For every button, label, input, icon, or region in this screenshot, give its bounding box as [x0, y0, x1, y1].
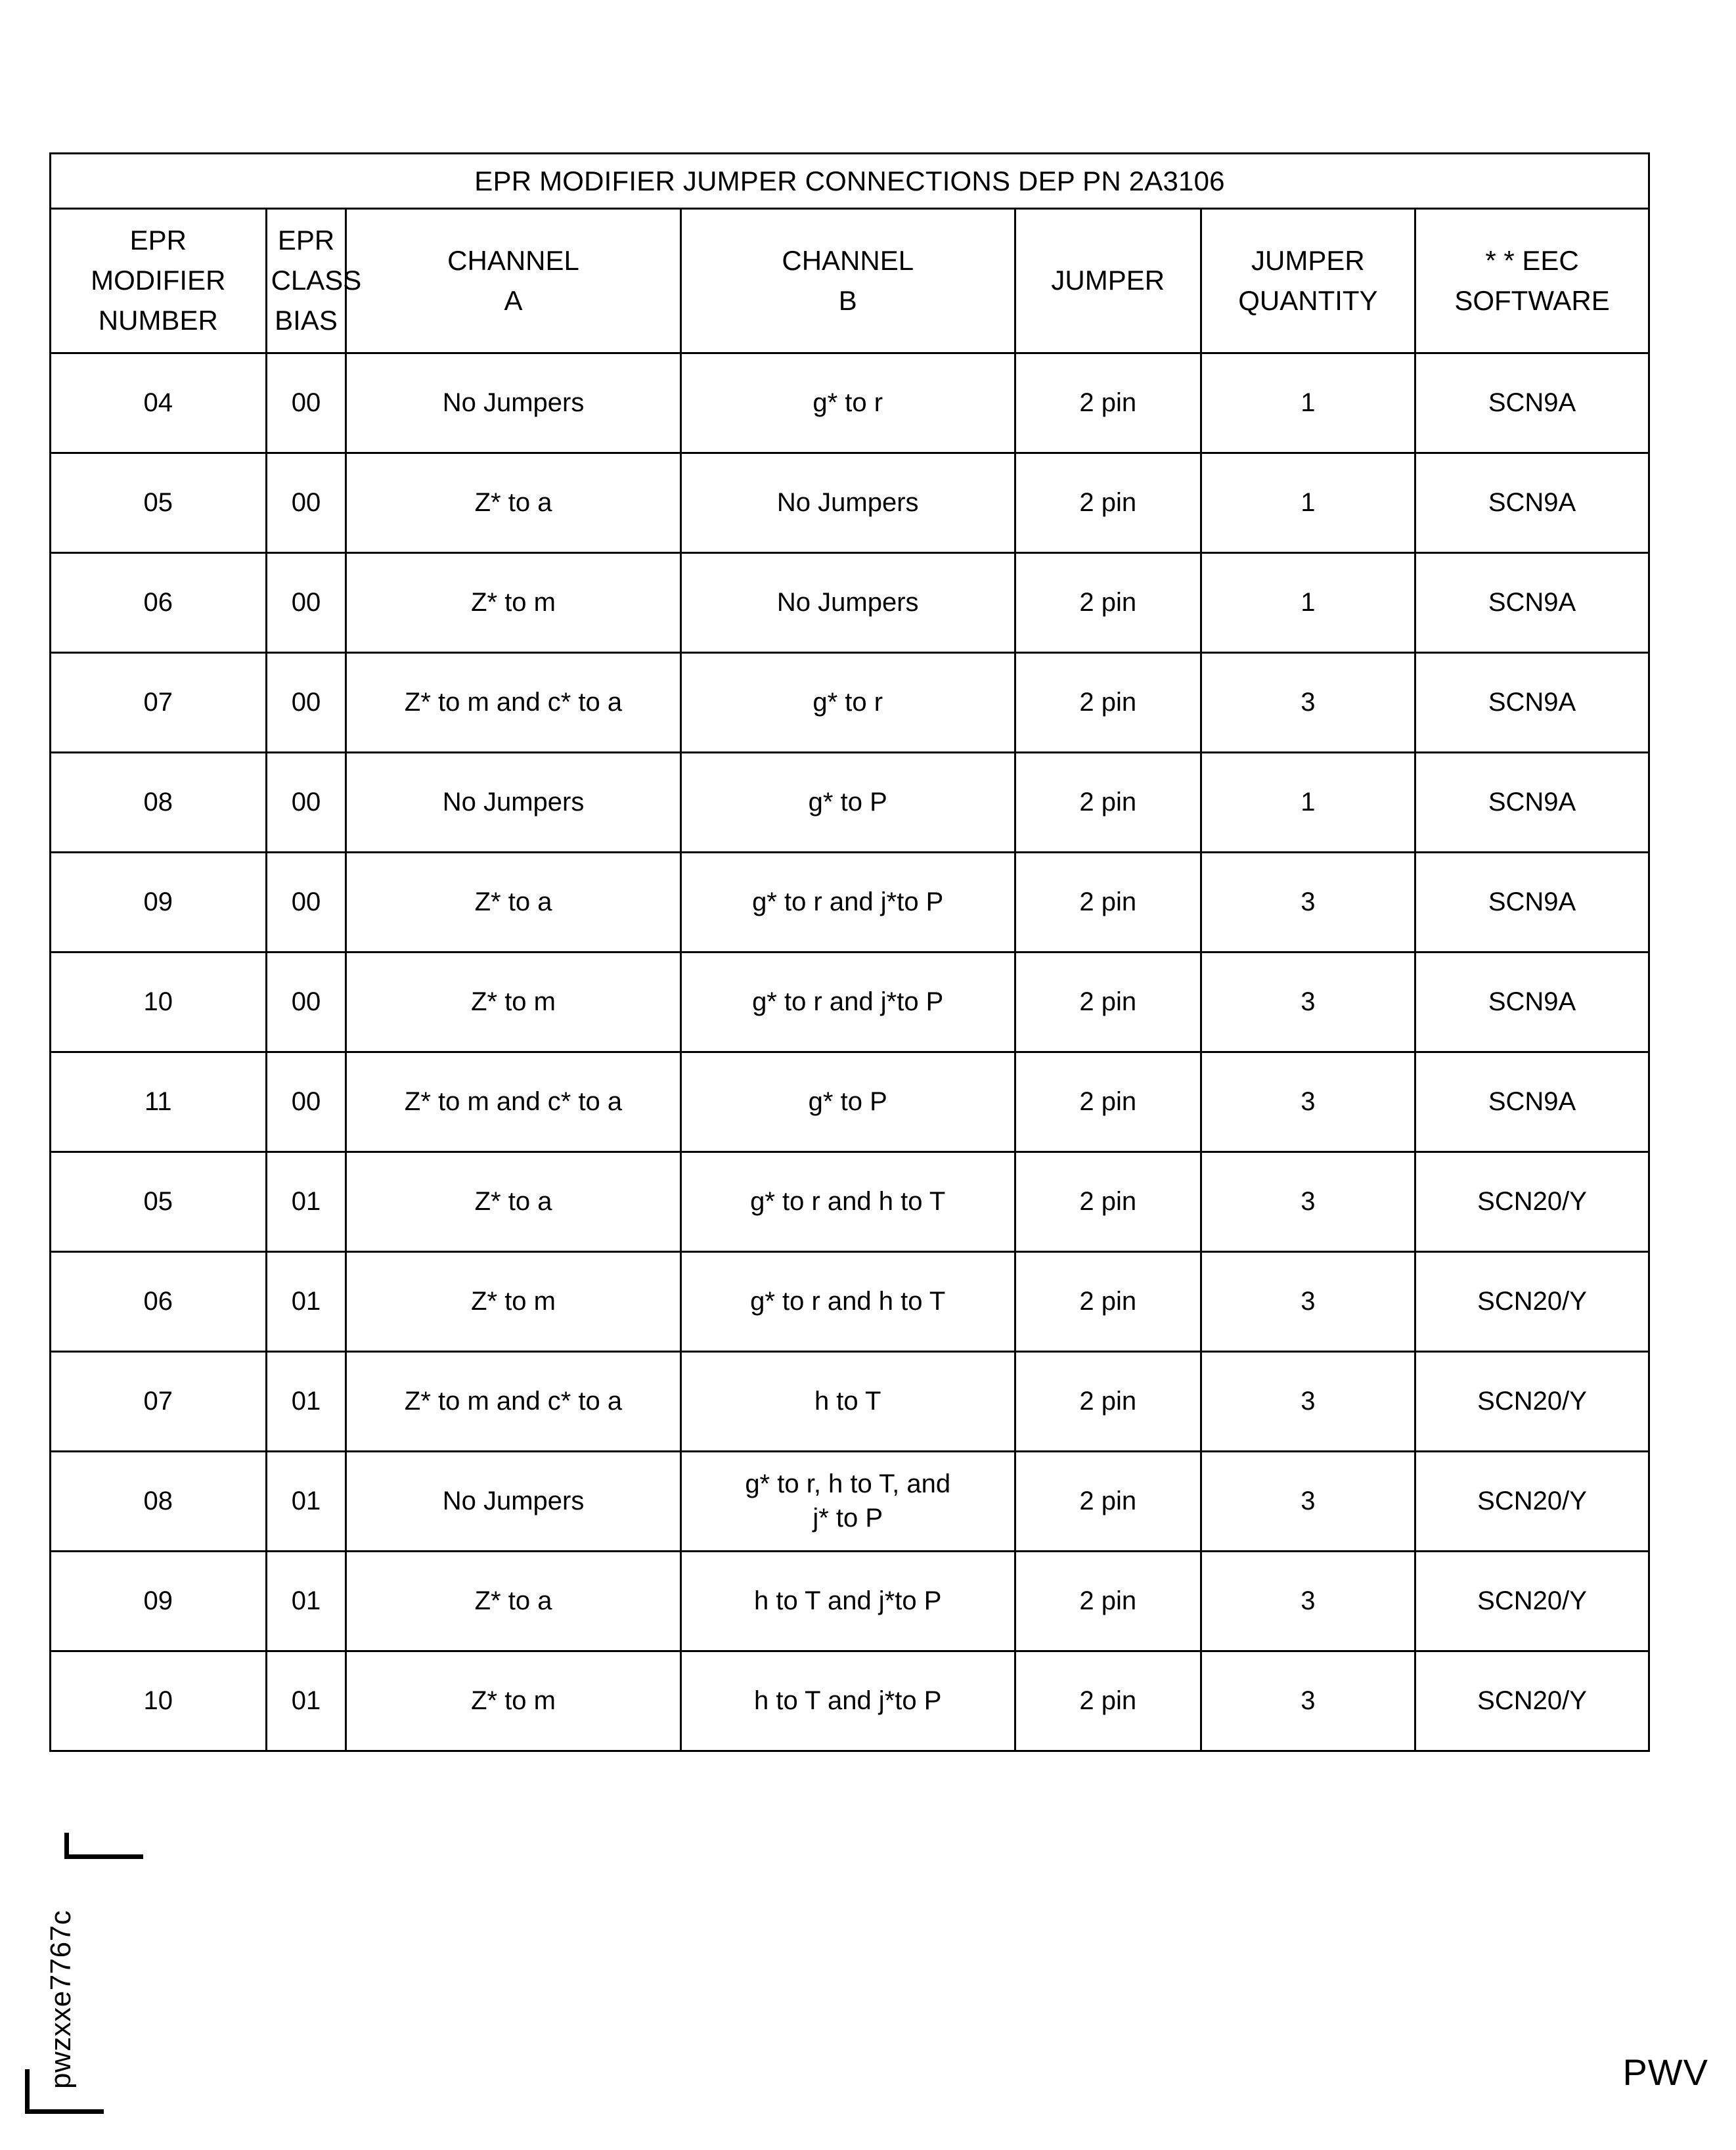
cell-epr-modifier-number: 08 — [51, 1452, 267, 1552]
cell-channel-b: g* to r and h to T — [680, 1252, 1015, 1352]
column-header-epr-class-bias — [266, 209, 362, 353]
cell-jumper-quantity: 1 — [1201, 453, 1415, 553]
cell-epr-modifier-number: 08 — [51, 753, 267, 853]
header-line: CHANNEL — [447, 244, 579, 276]
cell-jumper: 2 pin — [1015, 1552, 1201, 1651]
cell-jumper-quantity: 3 — [1201, 1651, 1415, 1751]
header-line: CLASS — [271, 265, 362, 296]
cell-jumper-quantity: 3 — [1201, 653, 1415, 753]
cell-epr-modifier-number: 04 — [51, 353, 267, 453]
table-row — [51, 1651, 1649, 1751]
cell-channel-a: Z* to m — [346, 1252, 680, 1352]
column-header-jumper-quantity — [1201, 209, 1415, 353]
header-line: NUMBER — [98, 304, 218, 336]
cell-eec-software: SCN9A — [1415, 853, 1649, 952]
table-row — [51, 653, 1649, 753]
cell-channel-b: g* to P — [680, 753, 1015, 853]
cell-channel-b: No Jumpers — [680, 453, 1015, 553]
cell-epr-modifier-number: 07 — [51, 653, 267, 753]
cell-jumper-quantity: 3 — [1201, 1052, 1415, 1152]
cell-eec-software: SCN20/Y — [1415, 1552, 1649, 1651]
registration-mark-horizontal-stroke — [25, 2109, 104, 2114]
table-title: EPR MODIFIER JUMPER CONNECTIONS DEP PN 2A3106 — [51, 154, 1649, 209]
table-row — [51, 1352, 1649, 1452]
cell-jumper: 2 pin — [1015, 952, 1201, 1052]
cell-jumper: 2 pin — [1015, 1651, 1201, 1751]
cell-epr-modifier-number: 06 — [51, 553, 267, 653]
cell-jumper-quantity: 3 — [1201, 1152, 1415, 1252]
cell-channel-a: Z* to m and c* to a — [346, 1352, 680, 1452]
cell-jumper-quantity: 1 — [1201, 353, 1415, 453]
cell-epr-class-bias: 00 — [266, 753, 346, 853]
cell-jumper: 2 pin — [1015, 1252, 1201, 1352]
cell-jumper: 2 pin — [1015, 1352, 1201, 1452]
header-line: SOFTWARE — [1454, 284, 1610, 316]
cell-channel-b: No Jumpers — [680, 553, 1015, 653]
cell-channel-b: g* to r and j*to P — [680, 952, 1015, 1052]
cell-channel-b: g* to r — [680, 653, 1015, 753]
cell-epr-class-bias: 01 — [266, 1152, 346, 1252]
cell-eec-software: SCN20/Y — [1415, 1452, 1649, 1552]
cell-epr-class-bias: 01 — [266, 1552, 346, 1651]
table-row — [51, 1152, 1649, 1252]
cell-epr-modifier-number: 10 — [51, 952, 267, 1052]
cell-channel-a: Z* to a — [346, 1552, 680, 1651]
header-line: QUANTITY — [1238, 284, 1378, 316]
table-row — [51, 952, 1649, 1052]
cell-epr-class-bias: 00 — [266, 453, 346, 553]
table-row — [51, 1252, 1649, 1352]
cell-channel-a: Z* to m and c* to a — [346, 1052, 680, 1152]
cell-epr-class-bias: 00 — [266, 853, 346, 952]
cell-channel-a: No Jumpers — [346, 1452, 680, 1552]
cell-eec-software: SCN9A — [1415, 453, 1649, 553]
column-header-eec-software — [1415, 209, 1649, 353]
sheet-code-label: PWV — [1622, 2051, 1708, 2093]
cell-channel-b: g* to r and j*to P — [680, 853, 1015, 952]
cell-channel-a: Z* to m — [346, 1651, 680, 1751]
cell-jumper: 2 pin — [1015, 753, 1201, 853]
cell-eec-software: SCN20/Y — [1415, 1252, 1649, 1352]
cell-jumper-quantity: 3 — [1201, 1452, 1415, 1552]
cell-eec-software: SCN20/Y — [1415, 1352, 1649, 1452]
cell-line: g* to r, h to T, and — [745, 1469, 951, 1499]
cell-channel-b: g* to r and h to T — [680, 1152, 1015, 1252]
table-row — [51, 353, 1649, 453]
registration-mark-vertical-stroke — [25, 2069, 30, 2114]
header-line: BIAS — [275, 304, 338, 336]
page-side-identifier: pwzxxe7767c — [45, 1910, 77, 2089]
header-line: * * EEC — [1485, 244, 1579, 276]
header-line: EPR — [277, 225, 335, 256]
cell-jumper: 2 pin — [1015, 453, 1201, 553]
cell-channel-a: No Jumpers — [346, 753, 680, 853]
cell-epr-modifier-number: 10 — [51, 1651, 267, 1751]
cell-channel-b: h to T and j*to P — [680, 1552, 1015, 1651]
cell-epr-modifier-number: 07 — [51, 1352, 267, 1452]
table-title-row — [51, 154, 1649, 209]
cell-epr-modifier-number: 05 — [51, 1152, 267, 1252]
cell-eec-software: SCN9A — [1415, 753, 1649, 853]
cell-epr-modifier-number: 09 — [51, 1552, 267, 1651]
cell-channel-a: Z* to a — [346, 853, 680, 952]
cell-channel-a: Z* to m — [346, 553, 680, 653]
cell-channel-b: g* to r — [680, 353, 1015, 453]
cell-eec-software: SCN9A — [1415, 952, 1649, 1052]
epr-jumper-connections-table — [49, 152, 1650, 1752]
cell-eec-software: SCN9A — [1415, 1052, 1649, 1152]
cell-jumper-quantity: 3 — [1201, 1552, 1415, 1651]
column-header-channel-b — [680, 209, 1015, 353]
cell-jumper-quantity: 1 — [1201, 753, 1415, 853]
header-line: B — [838, 284, 857, 316]
table-row — [51, 453, 1649, 553]
cell-epr-class-bias: 00 — [266, 353, 346, 453]
cell-eec-software: SCN20/Y — [1415, 1651, 1649, 1751]
cell-jumper-quantity: 1 — [1201, 553, 1415, 653]
cell-jumper: 2 pin — [1015, 1452, 1201, 1552]
cell-jumper-quantity: 3 — [1201, 1252, 1415, 1352]
cell-jumper: 2 pin — [1015, 353, 1201, 453]
cell-epr-class-bias: 00 — [266, 1052, 346, 1152]
cell-eec-software: SCN9A — [1415, 353, 1649, 453]
cell-jumper-quantity: 3 — [1201, 952, 1415, 1052]
cell-epr-modifier-number: 09 — [51, 853, 267, 952]
header-line: A — [504, 284, 523, 316]
cell-line: j* to P — [812, 1503, 883, 1533]
cell-channel-b: h to T — [680, 1352, 1015, 1452]
header-line: CHANNEL — [782, 244, 914, 276]
cell-channel-a: Z* to m — [346, 952, 680, 1052]
cell-channel-b — [680, 1452, 1015, 1552]
header-line: EPR — [129, 225, 187, 256]
cell-channel-b: g* to P — [680, 1052, 1015, 1152]
cell-jumper: 2 pin — [1015, 653, 1201, 753]
table-row — [51, 753, 1649, 853]
cell-epr-class-bias: 00 — [266, 553, 346, 653]
table-row — [51, 853, 1649, 952]
cell-epr-class-bias: 01 — [266, 1452, 346, 1552]
cell-jumper-quantity: 3 — [1201, 1352, 1415, 1452]
table-header-row — [51, 209, 1649, 353]
cell-epr-modifier-number: 11 — [51, 1052, 267, 1152]
header-line: JUMPER — [1251, 244, 1365, 276]
cell-jumper-quantity: 3 — [1201, 853, 1415, 952]
header-line: MODIFIER — [91, 265, 226, 296]
cell-channel-a: Z* to a — [346, 453, 680, 553]
cell-epr-modifier-number: 05 — [51, 453, 267, 553]
jumper-connections-table-wrapper — [49, 152, 1650, 1752]
cell-epr-class-bias: 01 — [266, 1352, 346, 1452]
cell-channel-a: Z* to m and c* to a — [346, 653, 680, 753]
cell-eec-software: SCN9A — [1415, 653, 1649, 753]
table-row — [51, 553, 1649, 653]
cell-jumper: 2 pin — [1015, 1152, 1201, 1252]
cell-eec-software: SCN9A — [1415, 553, 1649, 653]
cell-jumper: 2 pin — [1015, 553, 1201, 653]
cell-channel-a: No Jumpers — [346, 353, 680, 453]
cell-epr-modifier-number: 06 — [51, 1252, 267, 1352]
cell-epr-class-bias: 01 — [266, 1651, 346, 1751]
column-header-jumper — [1015, 209, 1201, 353]
cell-jumper: 2 pin — [1015, 1052, 1201, 1152]
page-side-identifier-block — [18, 1833, 123, 2115]
column-header-epr-modifier-number — [51, 209, 267, 353]
cell-channel-a: Z* to a — [346, 1152, 680, 1252]
table-row — [51, 1452, 1649, 1552]
header-line: JUMPER — [1051, 265, 1165, 296]
cell-eec-software: SCN20/Y — [1415, 1152, 1649, 1252]
column-header-channel-a — [346, 209, 680, 353]
cell-epr-class-bias: 01 — [266, 1252, 346, 1352]
cell-epr-class-bias: 00 — [266, 653, 346, 753]
table-row — [51, 1552, 1649, 1651]
table-row — [51, 1052, 1649, 1152]
cell-jumper: 2 pin — [1015, 853, 1201, 952]
cell-epr-class-bias: 00 — [266, 952, 346, 1052]
cell-channel-b: h to T and j*to P — [680, 1651, 1015, 1751]
